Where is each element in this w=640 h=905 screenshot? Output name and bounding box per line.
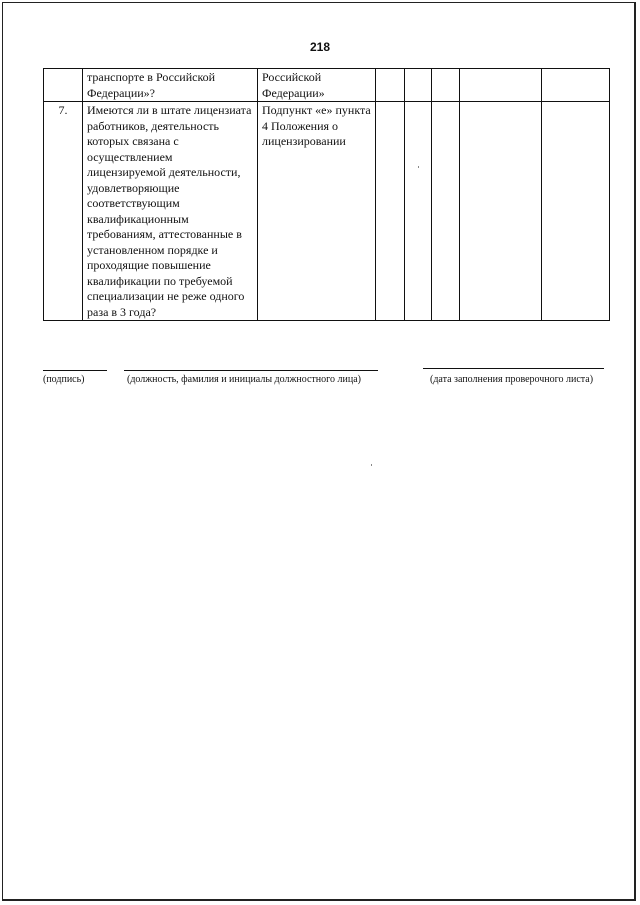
table-row — [44, 69, 610, 102]
answer-yes-cell — [376, 102, 405, 321]
extra-cell — [542, 69, 610, 102]
row-number — [44, 69, 83, 102]
answer-na-cell — [432, 69, 460, 102]
scan-speck — [418, 166, 419, 168]
answer-yes-cell — [376, 69, 405, 102]
question-cell: Имеются ли в штате лицензиата работников, деятельность которых связана с осуществлением лицензируемой деятельности, удовлетворяющие соответствующим квалификационным требованиям, аттестованные в установленном порядке и проходящие повышение квалификации по требуемой специализации не реже одного раза в 3 года? — [83, 102, 258, 321]
scan-speck — [371, 464, 372, 466]
answer-no-cell — [405, 102, 432, 321]
signature-caption: (подпись) — [43, 374, 85, 385]
note-cell — [460, 69, 542, 102]
table-row — [44, 102, 610, 321]
checklist-table — [43, 68, 610, 321]
requisites-cell: Российской Федерации» — [258, 69, 376, 102]
note-cell — [460, 102, 542, 321]
position-caption: (должность, фамилия и инициалы должностного лица) — [127, 374, 361, 385]
row-number: 7. — [44, 102, 83, 321]
requisites-cell: Подпункт «е» пункта 4 Положения о лицензировании — [258, 102, 376, 321]
date-line — [423, 368, 604, 369]
extra-cell — [542, 102, 610, 321]
signature-line — [43, 370, 107, 371]
question-cell: транспорте в Российской Федерации»? — [83, 69, 258, 102]
position-line — [124, 370, 378, 371]
page-number: 218 — [309, 40, 331, 54]
date-caption: (дата заполнения проверочного листа) — [430, 374, 594, 385]
answer-no-cell — [405, 69, 432, 102]
answer-na-cell — [432, 102, 460, 321]
